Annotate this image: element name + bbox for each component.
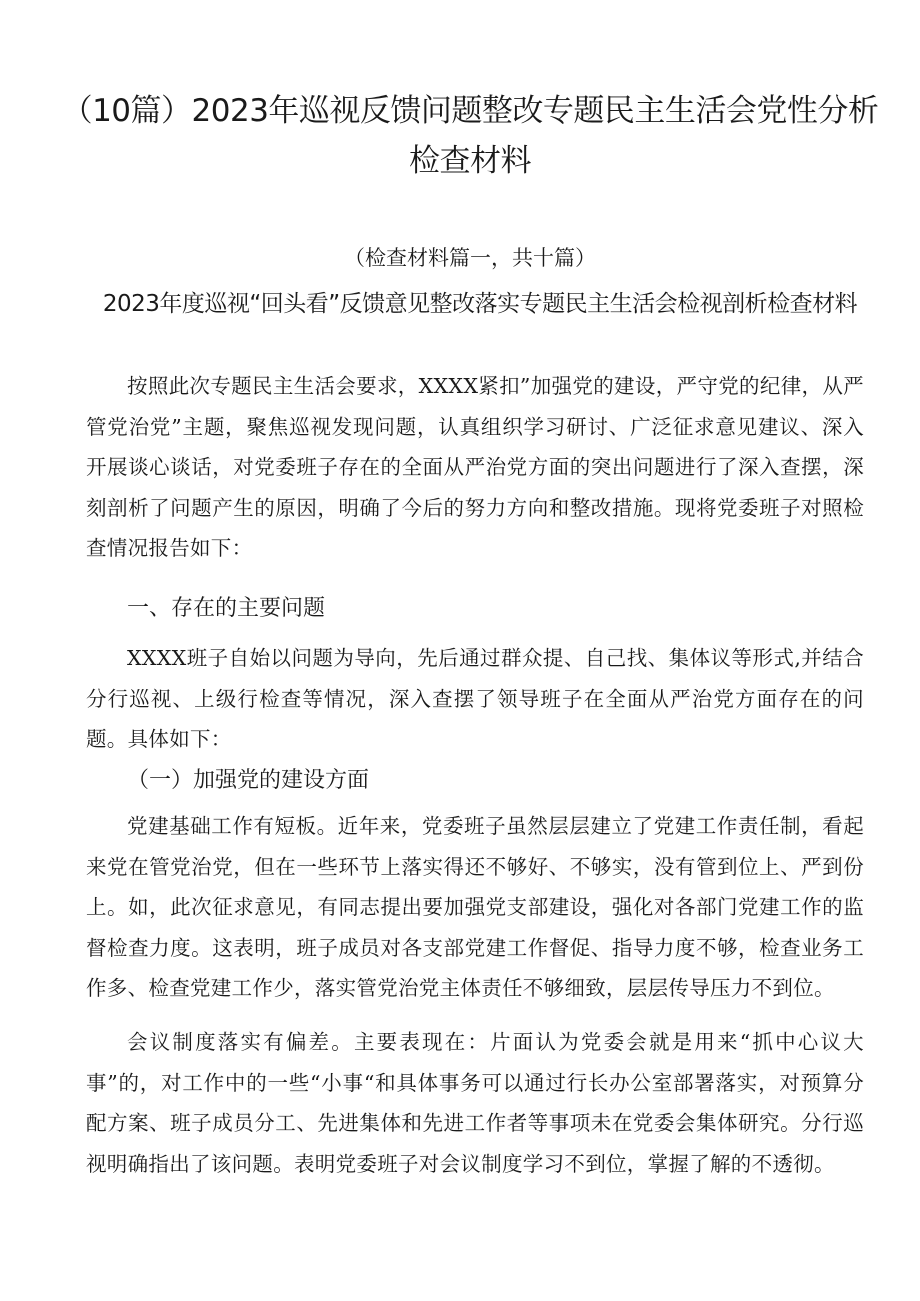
document-title: （10篇）2023年巡视反馈问题整改专题民主生活会党性分析检查材料 xyxy=(61,93,879,179)
section-body-paragraph: XXXX班子自始以问题为导向，先后通过群众提、自己找、集体议等形式,并结合分行巡视、上级行检查等情况，深入查摆了领导班子在全面从严治党方面存在的问题。具体如下： xyxy=(86,646,864,751)
subsection-heading: （一）加强党的建设方面 xyxy=(127,768,370,793)
document-subtitle: （检查材料篇一，共十篇） xyxy=(344,246,596,270)
intro-paragraph: 按照此次专题民主生活会要求，XXXX紧扣”加强党的建设，严守党的纪律，从严管党治党”主题，聚焦巡视发现问题，认真组织学习研讨、广泛征求意见建议、深入开展谈心谈话，对党委班子存在的全面从严治党方面的突出问题进行了深入查摆，深刻剖析了问题产生的原因，明确了今后的努力方向和整改措施。现将党委班子对照检查情况报告如下： xyxy=(86,374,864,560)
body-paragraph-1: 党建基础工作有短板。近年来，党委班子虽然层层建立了党建工作责任制，看起来党在管党治党，但在一些环节上落实得还不够好、不够实，没有管到位上、严到份上。如，此次征求意见，有同志提出要加强党支部建设，强化对各部门党建工作的监督检查力度。这表明，班子成员对各支部党建工作督促、指导力度不够，检查业务工作多、检查党建工作少，落实管党治党主体责任不够细致，层层传导压力不到位。 xyxy=(86,814,864,1000)
body-paragraph-2: 会议制度落实有偏差。主要表现在：片面认为党委会就是用来“抓中心议大事”的，对工作中的一些“小事“和具体事务可以通过行长办公室部署落实，对预算分配方案、班子成员分工、先进集体和先进工作者等事项未在党委会集体研究。分行巡视明确指出了该问题。表明党委班子对会议制度学习不到位，掌握了解的不透彻。 xyxy=(86,1030,864,1176)
article-title: 2023年度巡视“回头看”反馈意见整改落实专题民主生活会检视剖析检查材料 xyxy=(102,291,858,317)
section-heading: 一、存在的主要问题 xyxy=(127,596,326,621)
